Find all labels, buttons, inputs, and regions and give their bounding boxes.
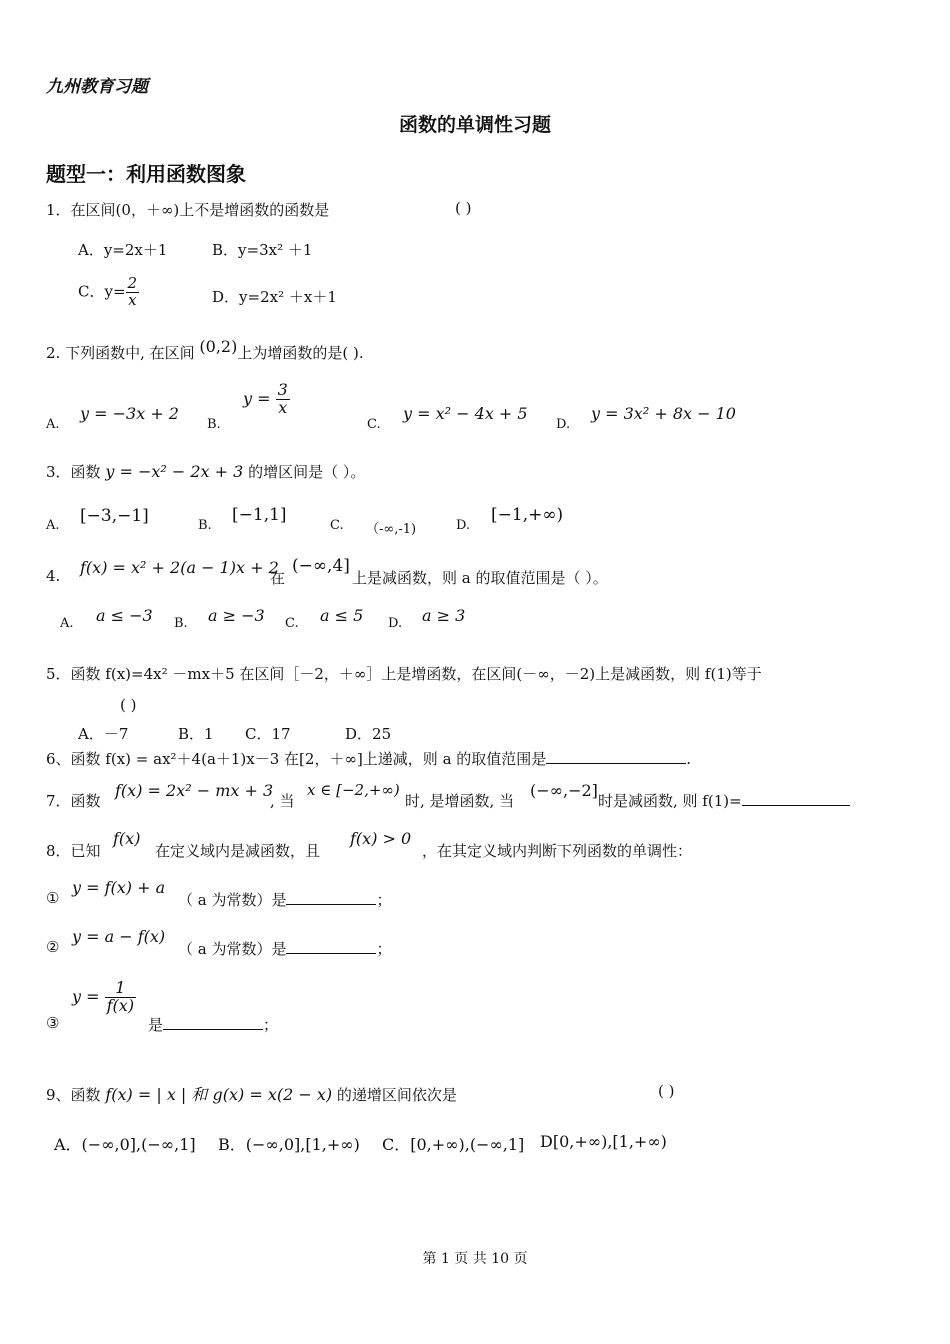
q2-option-b-fraction <box>276 382 290 417</box>
q1-option-c-fraction <box>126 276 140 309</box>
q2-option-c: y = x² − 4x + 5 <box>403 404 528 423</box>
q4-option-c: a ≤ 5 <box>320 606 364 625</box>
q3-formula: y = −x² − 2x + 3 <box>105 462 244 481</box>
q2-label-c: C. <box>367 417 381 432</box>
q8-item1-blank[interactable] <box>286 890 376 905</box>
q8-item3-formula <box>72 980 136 1015</box>
q9-answer-paren: ( ) <box>658 1082 675 1100</box>
q5-option-a: A．－7 <box>78 725 129 743</box>
q6-stem <box>46 748 691 769</box>
q1-option-d: D．y=2x² ＋x＋1 <box>212 288 337 306</box>
q7-stem-a: 7．函数 <box>46 792 101 810</box>
q2-stem-b: 上为增函数的是( ). <box>237 344 364 362</box>
q2-label-a: A. <box>46 417 60 432</box>
q3-stem <box>46 461 365 482</box>
q1-option-c-den: x <box>128 290 137 309</box>
q4-label-a: A. <box>60 616 74 631</box>
q8-item3-label: 是 <box>148 1016 164 1034</box>
q8-item1-text <box>178 889 392 910</box>
q9-stem <box>46 1082 457 1105</box>
q3-stem-b: 的增区间是（ ）。 <box>248 463 366 481</box>
q8-item3-den: f(x) <box>106 995 135 1015</box>
q2-option-b-prefix: y = <box>243 388 271 408</box>
q3-stem-a: 3．函数 <box>46 463 101 481</box>
q8-item2-formula: y = a − f(x) <box>72 927 166 946</box>
q3-label-c: C. <box>330 518 344 533</box>
q1-option-c <box>78 276 139 309</box>
q3-label-b: B. <box>198 518 212 533</box>
q2-option-b-den: x <box>278 397 288 417</box>
q4-option-b: a ≥ −3 <box>208 606 265 625</box>
q4-interval: (−∞,4] <box>292 556 350 576</box>
q8-stem-b: 在定义域内是减函数，且 <box>155 842 321 860</box>
q4-label-c: C. <box>285 616 299 631</box>
q2-option-a: y = −3x + 2 <box>80 404 179 423</box>
q3-label-d: D. <box>456 518 471 533</box>
q8-condition: f(x) > 0 <box>350 829 412 848</box>
q1-answer-paren: ( ) <box>455 199 472 217</box>
q1-option-a: A．y=2x＋1 <box>78 241 168 259</box>
q8-item3-fraction <box>105 980 136 1015</box>
q4-number: 4. <box>46 567 61 585</box>
q8-item3-prefix: y = <box>72 986 100 1006</box>
q8-item3-mark: ③ <box>46 1014 60 1032</box>
q8-f: f(x) <box>113 829 141 848</box>
q8-item2-end: ； <box>376 940 392 958</box>
q9-option-c: C．[0,+∞),(−∞,1] <box>382 1135 525 1154</box>
q8-item1-mark: ① <box>46 889 60 907</box>
q8-item2-mark: ② <box>46 938 60 956</box>
q8-item3-num: 1 <box>105 980 136 998</box>
q9-stem-b: 的递增区间依次是 <box>336 1086 457 1104</box>
q2-label-b: B. <box>207 417 221 432</box>
brand-label: 九州教育习题 <box>46 77 148 97</box>
q8-item2-text <box>178 938 392 959</box>
q9-stem-a: 9、函数 <box>46 1086 101 1104</box>
q2-interval: (0,2) <box>199 337 238 356</box>
q4-formula: f(x) = x² + 2(a − 1)x + 2 <box>80 558 279 577</box>
q8-item1-formula: y = f(x) + a <box>72 878 166 897</box>
q7-stem-d-text: 时是减函数, 则 f(1)= <box>598 792 742 810</box>
q5-option-d: D．25 <box>345 725 392 743</box>
q4-option-d: a ≥ 3 <box>422 606 466 625</box>
q8-item3-end: ； <box>263 1016 279 1034</box>
page-number: 第 1 页 共 10 页 <box>422 1251 528 1267</box>
q4-label-b: B. <box>174 616 188 631</box>
q7-answer-blank[interactable] <box>742 791 850 806</box>
q1-option-c-prefix: C．y= <box>78 282 126 301</box>
q8-item1-label: （ a 为常数）是 <box>178 891 287 909</box>
q3-option-d: [−1,+∞) <box>491 505 564 525</box>
section-heading: 题型一：利用函数图象 <box>46 162 246 186</box>
q7-condition-1: x ∈ [−2,+∞) <box>307 781 400 799</box>
q2-option-d: y = 3x² + 8x − 10 <box>591 404 736 423</box>
q6-end: . <box>686 750 692 768</box>
q2-option-b <box>243 382 290 417</box>
q1-stem: 1．在区间(0，＋∞)上不是增函数的函数是 <box>46 201 330 219</box>
q3-option-c: （-∞,-1) <box>366 522 417 537</box>
q8-item1-end: ； <box>376 891 392 909</box>
q1-option-c-num: 2 <box>127 274 138 292</box>
q4-stem-a: 在 <box>270 569 286 587</box>
q2-option-b-num: 3 <box>277 380 288 399</box>
q8-item3-text <box>148 1014 278 1035</box>
q4-label-d: D. <box>388 616 403 631</box>
q5-answer-paren: ( ) <box>120 696 137 714</box>
q2-stem-a: 2. 下列函数中, 在区间 <box>46 344 195 362</box>
q9-option-d: D[0,+∞),[1,+∞) <box>540 1132 667 1151</box>
q6-answer-blank[interactable] <box>546 749 686 764</box>
q3-label-a: A. <box>46 518 60 533</box>
q2-label-d: D. <box>556 417 571 432</box>
q3-option-a: [−3,−1] <box>80 506 149 526</box>
q9-option-b: B．(−∞,0],[1,+∞) <box>218 1135 360 1154</box>
q2-stem <box>46 337 364 363</box>
q8-item2-blank[interactable] <box>286 939 376 954</box>
q7-condition-2: (−∞,−2] <box>530 781 598 800</box>
q6-stem-text: 6、函数 f(x) = ax²＋4(a＋1)x－3 在[2，＋∞]上递减，则 a 的取值范围是 <box>46 750 547 768</box>
q7-stem-d <box>598 790 850 811</box>
q8-stem-a: 8．已知 <box>46 842 101 860</box>
q9-formula: f(x) = | x | 和 g(x) = x(2 − x) <box>105 1085 333 1104</box>
q5-option-c: C．17 <box>245 725 291 743</box>
q5-option-b: B．1 <box>178 725 214 743</box>
q4-stem-b: 上是减函数，则 a 的取值范围是（ ）。 <box>352 569 608 587</box>
q8-item2-label: （ a 为常数）是 <box>178 940 287 958</box>
q7-formula: f(x) = 2x² − mx + 3 <box>115 781 274 800</box>
q8-stem-c: ，在其定义域内判断下列函数的单调性： <box>422 842 693 860</box>
q5-stem: 5．函数 f(x)=4x² －mx＋5 在区间［－2，＋∞］上是增函数，在区间(－∞，－2)上是减函数，则 f(1)等于 <box>46 665 762 683</box>
q1-option-b: B．y=3x² ＋1 <box>212 241 313 259</box>
q7-stem-c: 时, 是增函数, 当 <box>405 792 515 810</box>
q4-option-a: a ≤ −3 <box>96 606 153 625</box>
q8-item3-blank[interactable] <box>163 1015 263 1030</box>
q7-stem-b: , 当 <box>270 792 295 810</box>
q9-option-a: A．(−∞,0],(−∞,1] <box>54 1135 196 1154</box>
q3-option-b: [−1,1] <box>232 505 287 525</box>
page-title: 函数的单调性习题 <box>398 114 551 136</box>
